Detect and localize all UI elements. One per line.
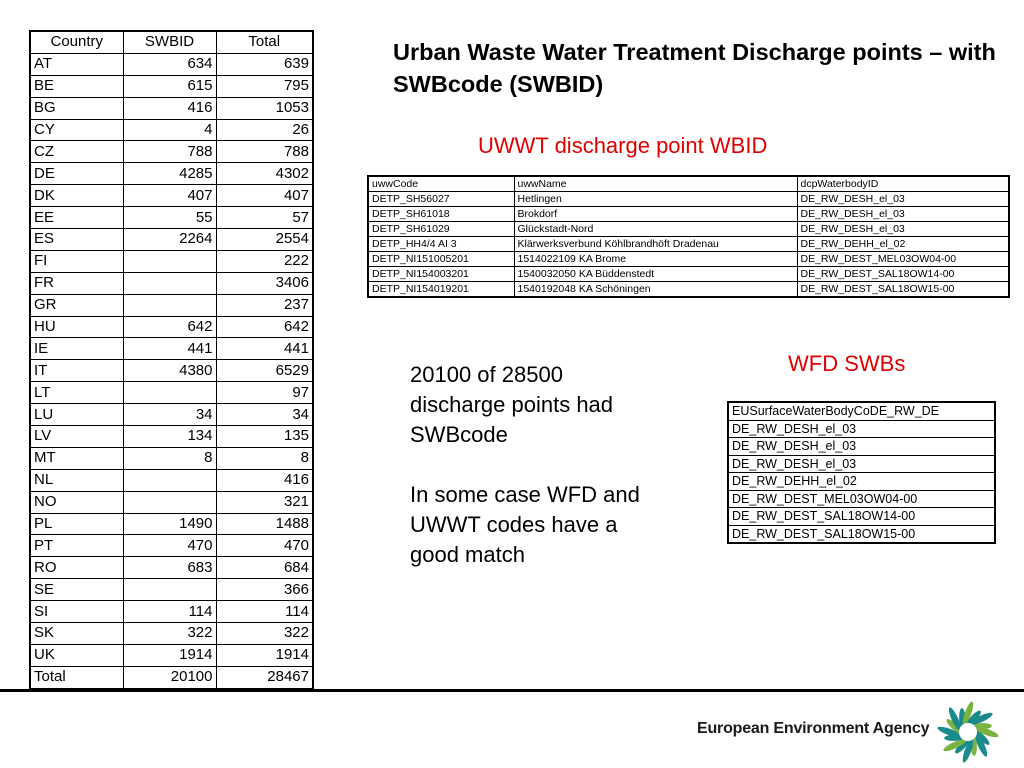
country-row (30, 338, 313, 360)
swbid-cell: 407 (123, 185, 216, 207)
note-paragraph-1: 20100 of 28500 discharge points had SWBcode (410, 362, 614, 447)
country-cell: SE (30, 579, 123, 601)
country-cell: HU (30, 316, 123, 338)
country-cell: NL (30, 469, 123, 491)
wfd-row (728, 438, 995, 456)
country-cell: BG (30, 97, 123, 119)
country-cell: MT (30, 447, 123, 469)
wfd-waterbody-cell: DE_RW_DESH_el_03 (728, 420, 995, 438)
total-cell: 114 (216, 601, 313, 623)
country-row (30, 447, 313, 469)
uwwt-table-header-row (368, 176, 1009, 192)
wfd-waterbody-cell: DE_RW_DEST_MEL03OW04-00 (728, 490, 995, 508)
country-cell: GR (30, 294, 123, 316)
dcp-waterbody-id-cell: DE_RW_DESH_el_03 (797, 192, 1009, 207)
wfd-row (728, 420, 995, 438)
country-row (30, 316, 313, 338)
wfd-table-header: EUSurfaceWaterBodyCoDE_RW_DE (728, 402, 995, 420)
total-cell: 322 (216, 623, 313, 645)
country-row (30, 491, 313, 513)
wfd-row (728, 508, 995, 526)
uww-code-cell: DETP_HH4/4 AI 3 (368, 237, 514, 252)
wfd-waterbody-cell: DE_RW_DEHH_el_02 (728, 473, 995, 491)
uww-code-cell: DETP_NI154003201 (368, 267, 514, 282)
uwwt-row (368, 237, 1009, 252)
total-cell: 34 (216, 404, 313, 426)
country-table-body (30, 53, 313, 688)
swbid-cell: 634 (123, 53, 216, 75)
uwwt-row (368, 267, 1009, 282)
wfd-row (728, 455, 995, 473)
total-cell: 470 (216, 535, 313, 557)
swbid-cell: 1914 (123, 644, 216, 666)
country-row (30, 272, 313, 294)
country-row (30, 75, 313, 97)
uww-name-cell: 1540192048 KA Schöningen (514, 282, 797, 298)
swbid-cell: 683 (123, 557, 216, 579)
country-cell: EE (30, 207, 123, 229)
uww-name-cell: 1540032050 KA Büddenstedt (514, 267, 797, 282)
uwwt-row (368, 192, 1009, 207)
uwwt-discharge-label: UWWT discharge point WBID (478, 133, 768, 158)
country-cell: DK (30, 185, 123, 207)
dcp-waterbody-id-cell: DE_RW_DEHH_el_02 (797, 237, 1009, 252)
country-row (30, 163, 313, 185)
country-row (30, 644, 313, 666)
country-cell: PT (30, 535, 123, 557)
country-cell: SK (30, 623, 123, 645)
country-table (29, 30, 314, 690)
country-cell: UK (30, 644, 123, 666)
country-row (30, 513, 313, 535)
country-table-header-row (30, 31, 313, 53)
country-row (30, 404, 313, 426)
swbid-cell: 134 (123, 426, 216, 448)
total-cell: 1053 (216, 97, 313, 119)
total-cell: 639 (216, 53, 313, 75)
uww-name-cell: Klärwerksverbund Köhlbrandhöft Dradenau (514, 237, 797, 252)
country-cell: AT (30, 53, 123, 75)
country-row (30, 382, 313, 404)
country-row (30, 119, 313, 141)
uww-code-cell: DETP_SH61018 (368, 207, 514, 222)
country-cell: BE (30, 75, 123, 97)
uwwt-table-body (368, 176, 1009, 297)
total-cell: 366 (216, 579, 313, 601)
dcp-waterbody-id-cell: DE_RW_DEST_MEL03OW04-00 (797, 252, 1009, 267)
total-cell: 57 (216, 207, 313, 229)
country-row (30, 557, 313, 579)
wfd-waterbody-cell: DE_RW_DESH_el_03 (728, 455, 995, 473)
total-cell: 1914 (216, 644, 313, 666)
country-cell: ES (30, 229, 123, 251)
swbid-cell (123, 579, 216, 601)
swbid-cell: 322 (123, 623, 216, 645)
country-row (30, 53, 313, 75)
country-row (30, 229, 313, 251)
country-row (30, 360, 313, 382)
country-row (30, 623, 313, 645)
uww-code-cell: DETP_NI154019201 (368, 282, 514, 298)
swbid-cell: 114 (123, 601, 216, 623)
uwwt-row (368, 207, 1009, 222)
uww-code-cell: DETP_SH61029 (368, 222, 514, 237)
dcp-waterbody-id-cell: DE_RW_DESH_el_03 (797, 207, 1009, 222)
uww-name-cell: Brokdorf (514, 207, 797, 222)
swbid-cell: 34 (123, 404, 216, 426)
total-cell: 4302 (216, 163, 313, 185)
swbid-cell: 4285 (123, 163, 216, 185)
swbid-cell: 2264 (123, 229, 216, 251)
swbid-cell: 642 (123, 316, 216, 338)
wfd-row (728, 525, 995, 543)
wfd-table (727, 401, 996, 544)
dcp-waterbody-id-cell: DE_RW_DEST_SAL18OW15-00 (797, 282, 1009, 298)
total-cell: 6529 (216, 360, 313, 382)
total-cell: 28467 (216, 666, 313, 688)
country-row (30, 426, 313, 448)
country-cell: Total (30, 666, 123, 688)
total-cell: 135 (216, 426, 313, 448)
total-cell: 3406 (216, 272, 313, 294)
country-cell: CZ (30, 141, 123, 163)
swbid-cell (123, 382, 216, 404)
country-row (30, 601, 313, 623)
dcp-waterbody-id-cell: DE_RW_DESH_el_03 (797, 222, 1009, 237)
total-cell: 441 (216, 338, 313, 360)
dcp-waterbody-id-header: dcpWaterbodyID (797, 176, 1009, 192)
page-title: Urban Waste Water Treatment Discharge points – with SWBcode (SWBID) (393, 39, 996, 97)
wfd-waterbody-cell: DE_RW_DESH_el_03 (728, 438, 995, 456)
swbid-cell: 441 (123, 338, 216, 360)
footer-divider (0, 689, 1024, 692)
uww-name-cell: 1514022109 KA Brome (514, 252, 797, 267)
total-cell: 1488 (216, 513, 313, 535)
total-cell: 321 (216, 491, 313, 513)
uwwt-row (368, 222, 1009, 237)
total-cell: 222 (216, 250, 313, 272)
country-column-header: Country (30, 31, 123, 53)
uwwt-row (368, 282, 1009, 298)
country-cell: LT (30, 382, 123, 404)
country-row (30, 97, 313, 119)
total-cell: 684 (216, 557, 313, 579)
swbid-cell (123, 469, 216, 491)
country-cell: RO (30, 557, 123, 579)
wfd-table-header-row (728, 402, 995, 420)
eea-logo-center (959, 723, 977, 741)
swbid-cell: 615 (123, 75, 216, 97)
country-row (30, 207, 313, 229)
country-cell: LU (30, 404, 123, 426)
country-row (30, 185, 313, 207)
total-cell: 237 (216, 294, 313, 316)
country-cell: NO (30, 491, 123, 513)
uwwt-row (368, 252, 1009, 267)
swbid-cell: 4380 (123, 360, 216, 382)
eea-logo-icon (934, 698, 1002, 766)
swbid-column-header: SWBID (123, 31, 216, 53)
swbid-cell: 470 (123, 535, 216, 557)
swbid-cell: 1490 (123, 513, 216, 535)
wfd-row (728, 473, 995, 491)
uww-code-header: uwwCode (368, 176, 514, 192)
country-row (30, 250, 313, 272)
swbid-cell (123, 491, 216, 513)
country-cell: SI (30, 601, 123, 623)
swbid-cell: 416 (123, 97, 216, 119)
country-cell: IT (30, 360, 123, 382)
wfd-waterbody-cell: DE_RW_DEST_SAL18OW14-00 (728, 508, 995, 526)
total-cell: 416 (216, 469, 313, 491)
country-row (30, 294, 313, 316)
country-cell: IE (30, 338, 123, 360)
uww-name-cell: Glückstadt-Nord (514, 222, 797, 237)
country-cell: FR (30, 272, 123, 294)
total-column-header: Total (216, 31, 313, 53)
swbid-cell (123, 294, 216, 316)
swbid-cell (123, 250, 216, 272)
country-cell: PL (30, 513, 123, 535)
total-cell: 642 (216, 316, 313, 338)
wfd-table-body (728, 402, 995, 543)
country-row (30, 469, 313, 491)
country-cell: CY (30, 119, 123, 141)
uww-name-cell: Hetlingen (514, 192, 797, 207)
country-cell: LV (30, 426, 123, 448)
swbid-cell: 788 (123, 141, 216, 163)
swbid-cell: 20100 (123, 666, 216, 688)
total-cell: 2554 (216, 229, 313, 251)
swbid-cell: 55 (123, 207, 216, 229)
agency-name: European Environment Agency (697, 720, 930, 737)
uww-name-header: uwwName (514, 176, 797, 192)
swbid-cell (123, 272, 216, 294)
country-row (30, 579, 313, 601)
country-cell: DE (30, 163, 123, 185)
total-cell: 788 (216, 141, 313, 163)
country-row (30, 141, 313, 163)
uww-code-cell: DETP_NI151005201 (368, 252, 514, 267)
swbid-cell: 4 (123, 119, 216, 141)
wfd-row (728, 490, 995, 508)
swbid-cell: 8 (123, 447, 216, 469)
uww-code-cell: DETP_SH56027 (368, 192, 514, 207)
total-cell: 795 (216, 75, 313, 97)
wfd-swbs-label: WFD SWBs (788, 351, 906, 376)
country-row (30, 666, 313, 688)
total-cell: 26 (216, 119, 313, 141)
total-cell: 97 (216, 382, 313, 404)
total-cell: 8 (216, 447, 313, 469)
country-cell: FI (30, 250, 123, 272)
note-text (410, 360, 640, 570)
dcp-waterbody-id-cell: DE_RW_DEST_SAL18OW14-00 (797, 267, 1009, 282)
country-row (30, 535, 313, 557)
uwwt-table (367, 175, 1010, 298)
note-paragraph-2: In some case WFD and UWWT codes have a good match (410, 482, 640, 567)
wfd-waterbody-cell: DE_RW_DEST_SAL18OW15-00 (728, 525, 995, 543)
total-cell: 407 (216, 185, 313, 207)
